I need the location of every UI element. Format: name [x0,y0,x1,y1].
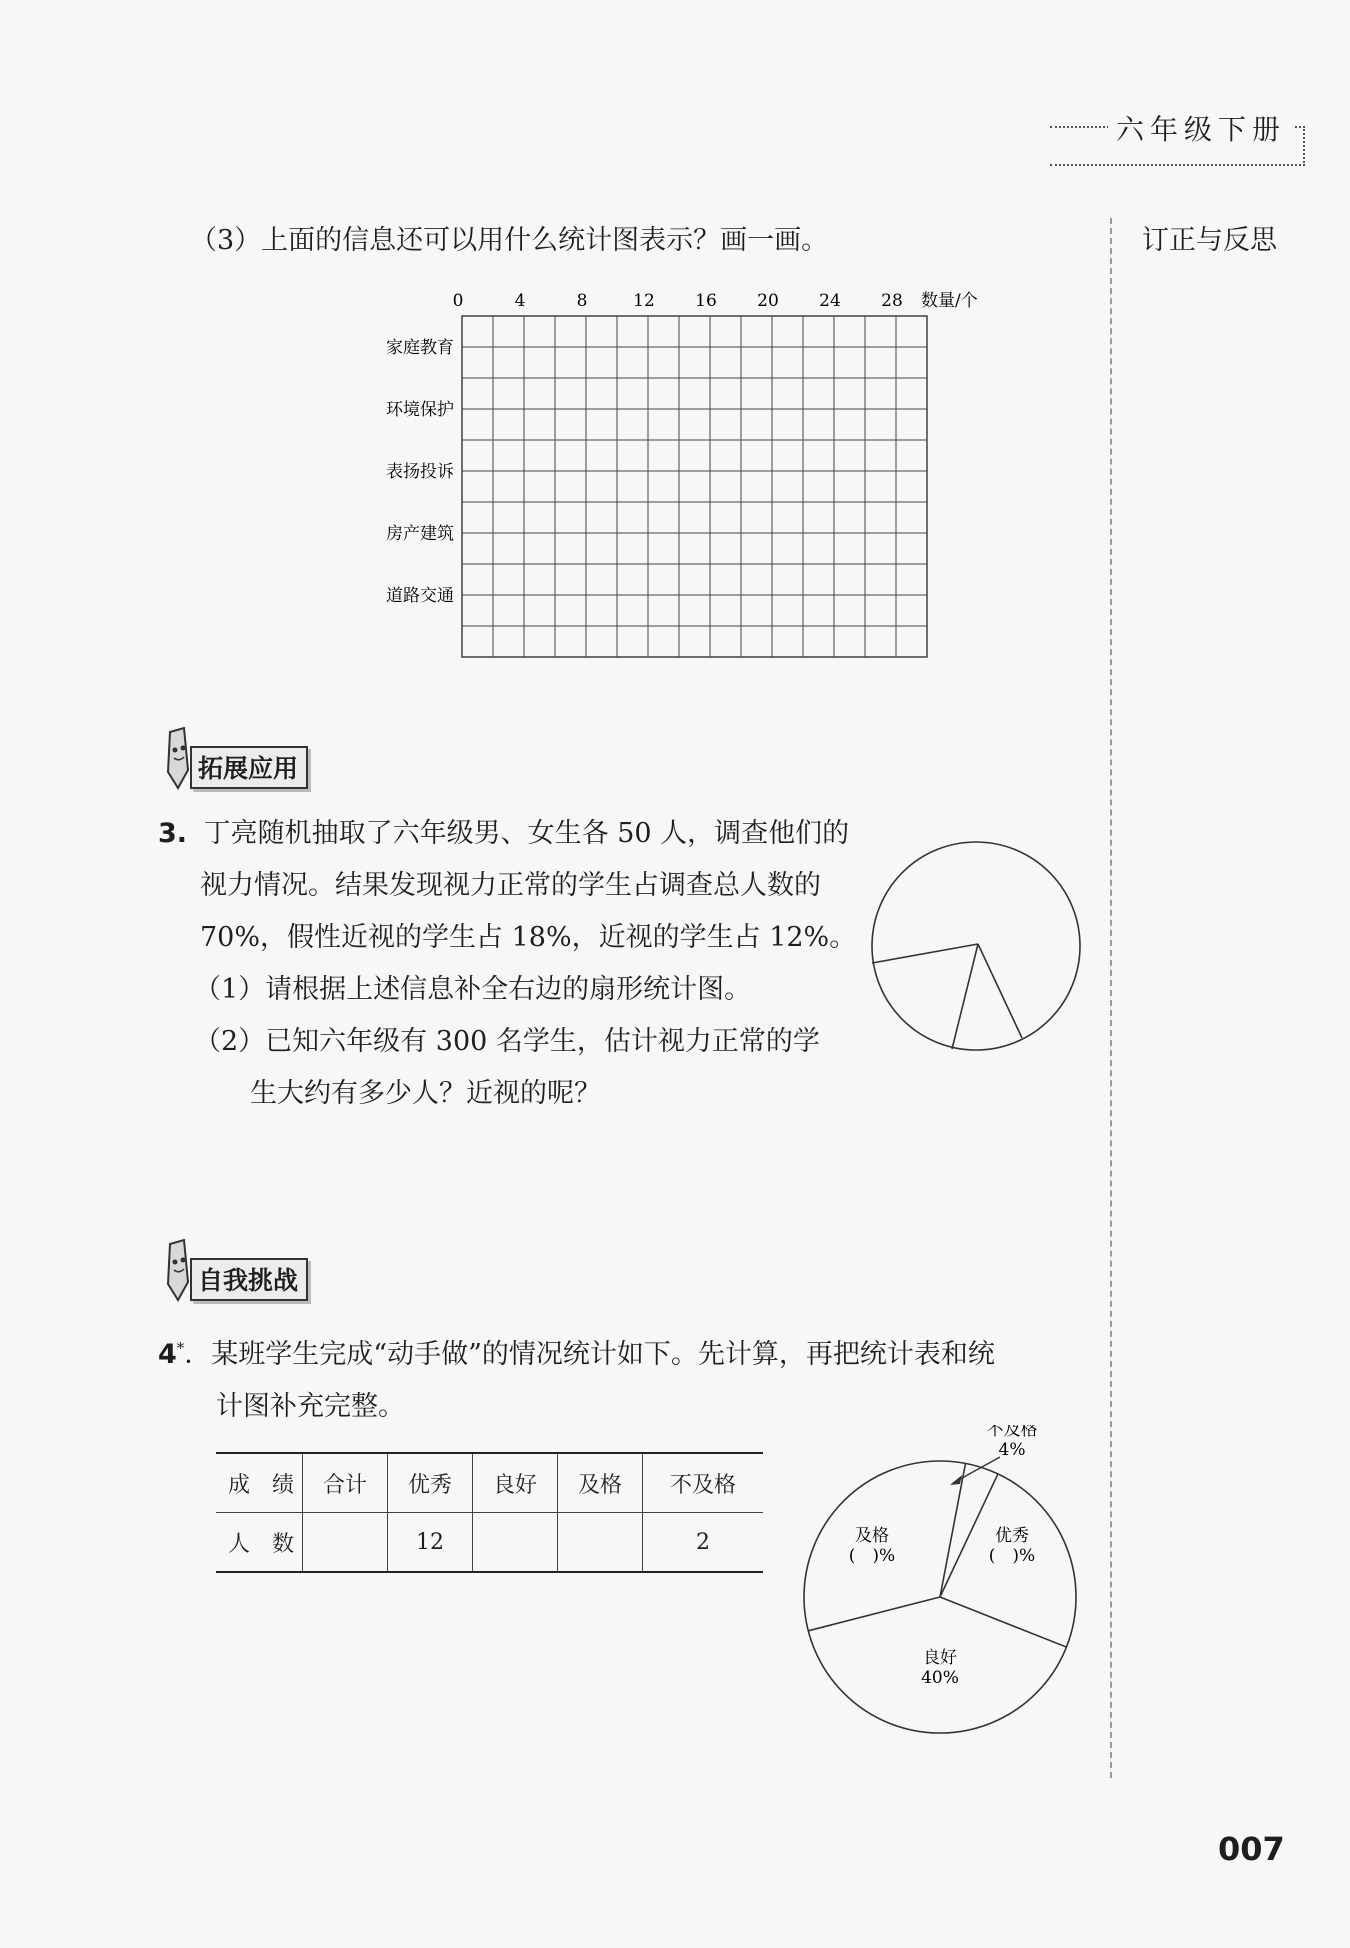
question-3-part-1: （1）请根据上述信息补全右边的扇形统计图。 [194,974,752,1005]
question-4-line-1: ．某班学生完成“动手做”的情况统计如下。先计算，再把统计表和统 [184,1339,995,1370]
x-tick-label: 8 [576,291,588,311]
pie-slice-name: 及格 [855,1526,889,1546]
table-cell: 良好 [473,1453,558,1513]
pie-slice-value: 4% [998,1440,1026,1460]
question-3-part-2-line-1: （2）已知六年级有 300 名学生，估计视力正常的学 [194,1026,820,1057]
pie-radius-line [952,944,978,1049]
table-cell[interactable] [303,1513,388,1573]
pie-slice-boundary [808,1597,940,1631]
x-tick-label: 4 [514,291,526,311]
x-tick-label: 24 [819,291,841,311]
pencil-icon [160,726,194,790]
category-label: 道路交通 [386,586,454,606]
pie-slice-boundary [940,1474,998,1597]
table-cell: 2 [643,1513,764,1573]
blank-bar-chart-grid [330,288,1030,672]
score-pie-chart [790,1425,1090,1744]
pie-slice-name: 优秀 [995,1526,1029,1546]
pie-slice-name: 良好 [923,1648,957,1668]
score-table-grid [216,1452,763,1573]
table-row [216,1513,763,1573]
question-part-3: （3）上面的信息还可以用什么统计图表示？画一画。 [190,225,829,256]
table-cell: 12 [388,1513,473,1573]
x-unit-label: 数量/个 [921,291,978,311]
grid-svg [330,288,1030,668]
pie-slice-value: ( )% [848,1546,896,1566]
section-label-challenge: 自我挑战 [190,1258,308,1301]
question-3 [158,808,858,1120]
category-label: 表扬投诉 [386,462,454,482]
question-4-number: 4 [158,1339,177,1370]
sidebar-divider [1110,218,1112,1778]
category-label: 房产建筑 [386,524,454,544]
table-cell: 成 绩 [216,1453,303,1513]
vision-pie-svg [868,838,1084,1054]
section-badge-extension [160,732,460,788]
table-cell: 合计 [303,1453,388,1513]
question-3-line-1: 丁亮随机抽取了六年级男、女生各 50 人，调查他们的 [203,818,850,849]
pie-slice-name: 不及格 [986,1425,1038,1440]
pie-outline [872,842,1080,1050]
pie-slice-value: 40% [921,1668,959,1688]
section-label-extension: 拓展应用 [190,746,308,789]
pie-slice-boundary [940,1597,1066,1647]
table-cell[interactable] [473,1513,558,1573]
vision-pie-chart [868,838,1084,1058]
question-3-part-2-line-2: 生大约有多少人？近视的呢？ [250,1078,601,1109]
table-cell: 及格 [558,1453,643,1513]
x-tick-label: 12 [633,291,655,311]
question-3-line-3: 70%，假性近视的学生占 18%，近视的学生占 12%。 [200,922,857,953]
x-tick-label: 16 [695,291,717,311]
table-cell: 人 数 [216,1513,303,1573]
score-pie-svg [790,1425,1090,1740]
category-label: 环境保护 [386,400,454,420]
pencil-icon [160,1238,194,1302]
table-cell: 优秀 [388,1453,473,1513]
question-4-line-2: 计图补充完整。 [216,1391,405,1422]
pie-radius-line [978,944,1022,1038]
x-tick-label: 20 [757,291,779,311]
question-4-star: * [176,1339,185,1357]
sidebar-title: 订正与反思 [1142,225,1277,256]
score-table [216,1452,763,1573]
grid-frame [462,316,927,657]
arrow-icon [950,1475,962,1485]
table-cell[interactable] [558,1513,643,1573]
header-title: 六年级下册 [1108,108,1294,148]
pie-slice-value: ( )% [988,1546,1036,1566]
x-tick-label: 0 [452,291,464,311]
section-badge-challenge [160,1244,460,1300]
table-cell: 不及格 [643,1453,764,1513]
page-number: 007 [1218,1830,1285,1868]
x-tick-label: 28 [881,291,903,311]
question-3-number: 3. [158,818,188,849]
pie-radius-line [872,944,978,963]
question-3-line-2: 视力情况。结果发现视力正常的学生占调查总人数的 [200,870,821,901]
question-4 [158,1322,1098,1433]
table-row [216,1453,763,1513]
category-label: 家庭教育 [386,338,454,358]
